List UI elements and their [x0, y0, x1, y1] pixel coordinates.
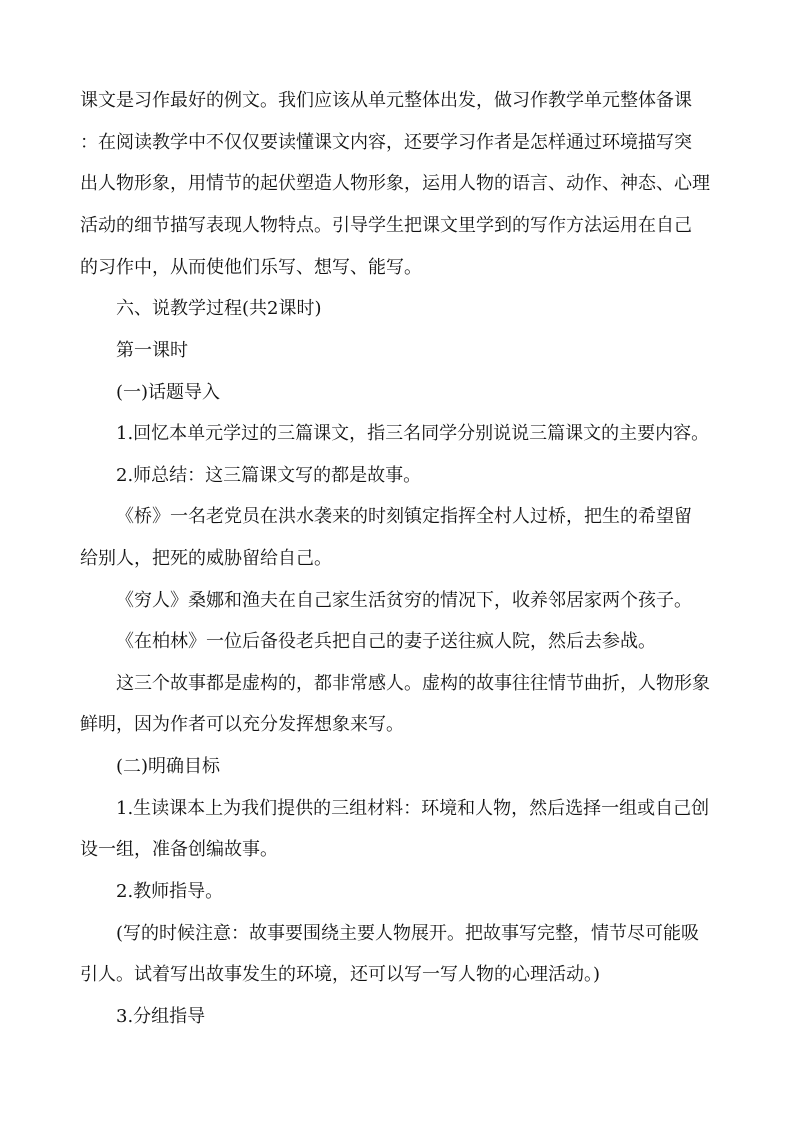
- paragraph-line: 2.师总结：这三篇课文写的都是故事。: [116, 465, 422, 486]
- paragraph-line: 1.回忆本单元学过的三篇课文，指三名同学分别说说三篇课文的主要内容。: [116, 423, 710, 444]
- subsection-heading: (一)话题导入: [116, 382, 221, 403]
- paragraph-line: 设一组，准备创编故事。: [80, 839, 278, 860]
- paragraph-line: 3.分组指导: [116, 1006, 206, 1027]
- paragraph-line: 《在柏林》一位后备役老兵把自己的妻子送往疯人院，然后去参战。: [116, 631, 656, 652]
- paragraph-line: 活动的细节描写表现人物特点。引导学生把课文里学到的写作方法运用在自己: [80, 215, 692, 236]
- section-heading: 六、说教学过程(共2课时): [116, 298, 322, 319]
- subsection-heading: (二)明确目标: [116, 756, 221, 777]
- paragraph-line: 课文是习作最好的例文。我们应该从单元整体出发，做习作教学单元整体备课: [80, 90, 692, 111]
- paragraph-line: (写的时候注意：故事要围绕主要人物展开。把故事写完整，情节尽可能吸: [116, 923, 700, 944]
- paragraph-line: 引人。试着写出故事发生的环境，还可以写一写人物的心理活动。): [80, 964, 601, 985]
- paragraph-line: 的习作中，从而使他们乐写、想写、能写。: [80, 257, 422, 278]
- paragraph-line: 《桥》一名老党员在洪水袭来的时刻镇定指挥全村人过桥，把生的希望留: [116, 506, 692, 527]
- subsection-heading: 第一课时: [116, 340, 188, 361]
- paragraph-line: 给别人，把死的威胁留给自己。: [80, 548, 332, 569]
- paragraph-line: 这三个故事都是虚构的，都非常感人。虚构的故事往往情节曲折，人物形象: [116, 673, 710, 694]
- paragraph-line: 出人物形象，用情节的起伏塑造人物形象，运用人物的语言、动作、神态、心理: [80, 173, 710, 194]
- paragraph-line: 1.生读课本上为我们提供的三组材料：环境和人物，然后选择一组或自己创: [116, 798, 710, 819]
- paragraph-line: 鲜明，因为作者可以充分发挥想象来写。: [80, 714, 404, 735]
- paragraph-line: 2.教师指导。: [116, 881, 224, 902]
- paragraph-line: ：在阅读教学中不仅仅要读懂课文内容，还要学习作者是怎样通过环境描写突: [80, 132, 692, 153]
- paragraph-line: 《穷人》桑娜和渔夫在自己家生活贫穷的情况下，收养邻居家两个孩子。: [116, 590, 692, 611]
